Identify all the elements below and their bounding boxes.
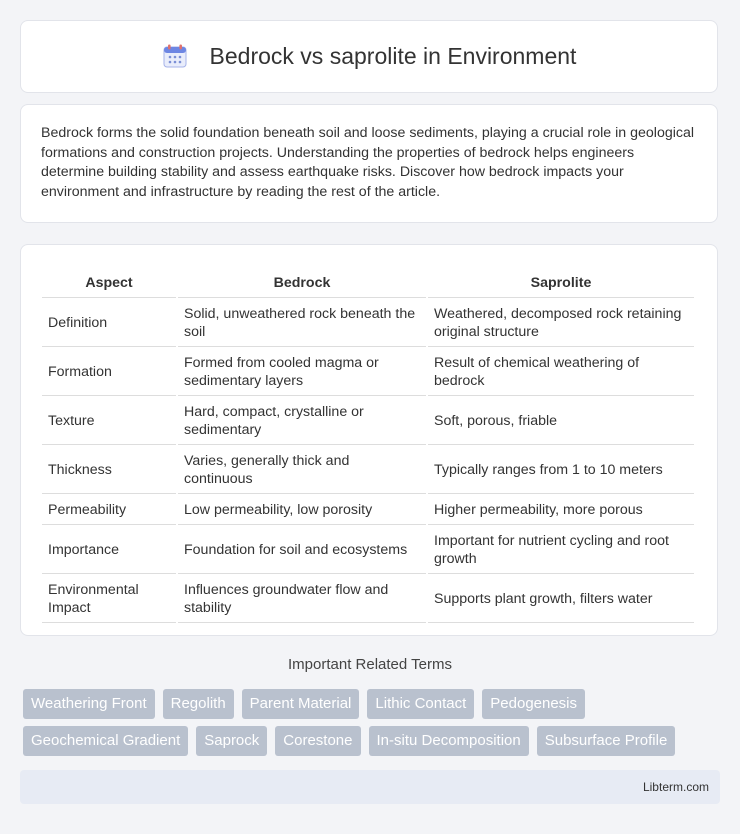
header-aspect: Aspect: [42, 264, 176, 298]
header-saprolite: Saprolite: [428, 264, 694, 298]
table-cell: Higher permeability, more porous: [428, 494, 694, 525]
table-cell: Hard, compact, crystalline or sedimentary: [178, 396, 426, 445]
table-cell: Importance: [42, 525, 176, 574]
related-term-tag[interactable]: Saprock: [196, 726, 267, 756]
table-cell: Foundation for soil and ecosystems: [178, 525, 426, 574]
comparison-table: [40, 264, 696, 623]
table-row: [42, 298, 694, 347]
table-cell: Important for nutrient cycling and root growth: [428, 525, 694, 574]
comparison-card: [20, 244, 718, 636]
related-term-tag[interactable]: Weathering Front: [23, 689, 155, 719]
table-cell: Supports plant growth, filters water: [428, 574, 694, 623]
table-cell: Low permeability, low porosity: [178, 494, 426, 525]
table-row: [42, 574, 694, 623]
related-term-tag[interactable]: Lithic Contact: [367, 689, 474, 719]
intro-paragraph: Bedrock forms the solid foundation beneath soil and loose sediments, playing a crucial role in geological formations and construction projects. Understanding the properties of bedrock helps engineers determine building stability and assess earthquake risks. Discover how bedrock impacts your environment and infrastructure by reading the rest of the article.: [41, 125, 695, 200]
table-cell: Thickness: [42, 445, 176, 494]
related-term-tag[interactable]: Regolith: [163, 689, 234, 719]
table-cell: Weathered, decomposed rock retaining original structure: [428, 298, 694, 347]
table-row: [42, 396, 694, 445]
page-title: Bedrock vs saprolite in Environment: [209, 43, 577, 69]
footer-site-link[interactable]: Libterm.com: [642, 780, 709, 794]
table-cell: Result of chemical weathering of bedrock: [428, 347, 694, 396]
related-term-tag[interactable]: Pedogenesis: [482, 689, 585, 719]
table-cell: Soft, porous, friable: [428, 396, 694, 445]
table-cell: Texture: [42, 396, 176, 445]
table-cell: Permeability: [42, 494, 176, 525]
table-row: [42, 525, 694, 574]
intro-card: [20, 104, 718, 223]
table-header-row: [42, 264, 694, 298]
footer: [20, 770, 720, 804]
table-cell: Environmental Impact: [42, 574, 176, 623]
tag-row: [23, 689, 723, 719]
table-row: [42, 347, 694, 396]
table-cell: Definition: [42, 298, 176, 347]
related-term-tag[interactable]: Corestone: [275, 726, 360, 756]
calendar-icon: [162, 43, 188, 69]
tag-row: [23, 726, 723, 756]
table-row: [42, 445, 694, 494]
related-term-tag[interactable]: In-situ Decomposition: [369, 726, 529, 756]
header-bedrock: Bedrock: [178, 264, 426, 298]
table-row: [42, 494, 694, 525]
table-cell: Varies, generally thick and continuous: [178, 445, 426, 494]
related-term-tag[interactable]: Parent Material: [242, 689, 360, 719]
related-terms: [23, 689, 723, 763]
table-cell: Formed from cooled magma or sedimentary layers: [178, 347, 426, 396]
related-term-tag[interactable]: Geochemical Gradient: [23, 726, 188, 756]
related-terms-title: Important Related Terms: [288, 656, 452, 673]
title-card: [20, 20, 718, 93]
table-cell: Influences groundwater flow and stability: [178, 574, 426, 623]
table-cell: Typically ranges from 1 to 10 meters: [428, 445, 694, 494]
table-cell: Formation: [42, 347, 176, 396]
related-term-tag[interactable]: Subsurface Profile: [537, 726, 676, 756]
table-cell: Solid, unweathered rock beneath the soil: [178, 298, 426, 347]
